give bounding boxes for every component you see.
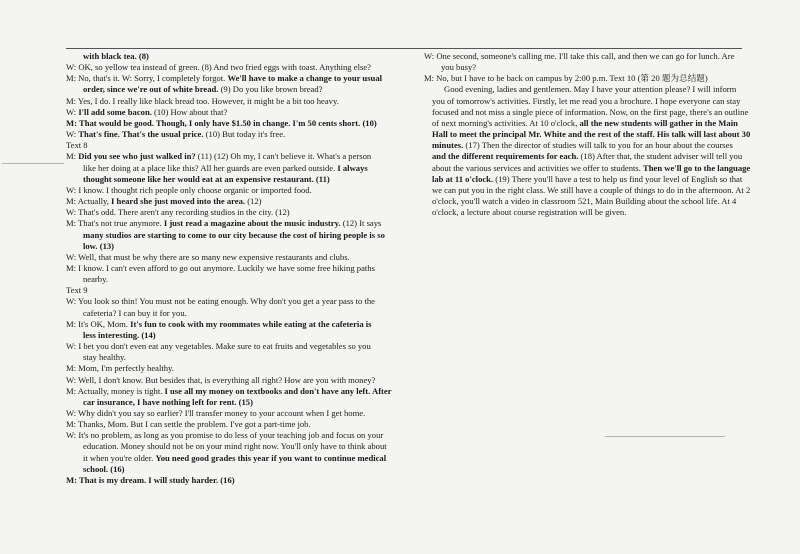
faint-mark: [605, 436, 725, 437]
paragraph-line: Good evening, ladies and gentlemen. May I have your attention please? I will inform: [444, 84, 737, 95]
left_lines-line: education. Money should not be on your mind right now. You'll only have to think about: [83, 441, 387, 452]
left_lines-line: M: No, that's it. W: Sorry, I completely forgot. We'll have to make a change to your usual: [66, 73, 383, 84]
left_lines-line: many studios are starting to come to our city because the cost of hiring people is so: [83, 229, 385, 240]
left_lines-line: M: I know. I can't even afford to go out anymore. Luckily we have some free hiking paths: [66, 262, 375, 273]
left_lines-line: M: Yes, I do. I really like black bread too. However, it might be a bit too heavy.: [66, 95, 339, 106]
left-column: [66, 51, 396, 486]
paragraph-line: focused and not miss a single piece of information. Now, on the first page, there's an outline: [432, 106, 749, 117]
paragraph-line: lab at 11 o'clock. (19) There you'll have a test to help us find your level of English so that: [432, 173, 743, 184]
left_lines-line: order, since we're out of white bread. (9) Do you like brown bread?: [83, 84, 323, 95]
left_lines-line: W: Well, I don't know. But besides that, is everything all right? How are you with money?: [66, 374, 376, 385]
left_lines-line: M: Actually, I heard she just moved into the area. (12): [66, 196, 262, 207]
paragraph-line: about the various services and activities we offer to students. Then we'll go to the language: [432, 162, 751, 173]
right_lines-line: M: No, but I have to be back on campus by 2:00 p.m. Text 10 (第 20 题为总结题): [424, 73, 708, 84]
paragraph-line: you of tomorrow's activities. Firstly, let me read you a brochure. I hope everyone can stay: [432, 95, 741, 106]
left_lines-line: W: That's odd. There aren't any recording studios in the city. (12): [66, 207, 290, 218]
left_lines-line: low. (13): [83, 240, 115, 251]
left_lines-line: W: You look so thin! You must not be eating enough. Why don't you get a year pass to the: [66, 296, 375, 307]
right_lines-line: you busy?: [441, 62, 477, 73]
left_lines-line: M: Actually, money is tight. I use all my money on textbooks and don't have any left. After: [66, 385, 392, 396]
paragraph-line: Hall to meet the principal Mr. White and the rest of the staff. His talk will last about 30: [432, 129, 751, 140]
left_lines-line: W: Well, that must be why there are so many new expensive restaurants and clubs.: [66, 251, 350, 262]
paragraph-line: and the different requirements for each. (18) After that, the student adviser will tell you: [432, 151, 743, 162]
paragraph-line: of next morning's activities. At 10 o'clock, all the new students will gather in the Main: [432, 117, 738, 128]
left_lines-line: like her doing at a place like this? All her guards are even parked outside. I always: [83, 162, 368, 173]
left_lines-line: Text 9: [66, 285, 88, 296]
left_lines-line: W: OK, so yellow tea instead of green. (8) And two fried eggs with toast. Anything else?: [66, 62, 371, 73]
left_lines-line: stay healthy.: [83, 352, 126, 363]
text-10-monologue: [424, 84, 751, 218]
left_lines-line: W: Why didn't you say so earlier? I'll transfer money to your account when I get home.: [66, 408, 366, 418]
right_lines-line: W: One second, someone's calling me. I'll take this call, and then we can go for lunch. Are: [424, 51, 735, 61]
left_lines-line: M: Thanks, Mom. But I can settle the problem. I've got a part-time job.: [66, 419, 311, 430]
paragraph-line: we can put you in the right class. We still have a couple of things to do in the afternoon. At 2: [432, 184, 751, 195]
left_lines-line: W: I'll add some bacon. (10) How about that?: [66, 106, 228, 117]
left_lines-line: M: Did you see who just walked in? (11) (12) Oh my, I can't believe it. What's a person: [66, 151, 372, 162]
left_lines-line: M: That would be good. Though, I only have $1.50 in change. I'm 50 cents short. (10): [66, 117, 377, 128]
left_lines-line: car insurance, I have nothing left for rent. (15): [83, 396, 253, 407]
right-column: [424, 51, 751, 218]
header-rule: [66, 48, 742, 49]
left_lines-line: it when you're older. You need good grades this year if you want to continue medical: [83, 452, 387, 463]
left_lines-line: M: That is my dream. I will study harder. (16): [66, 474, 235, 485]
text-9-ending: [424, 51, 744, 84]
left_lines-line: Text 8: [66, 140, 88, 151]
left_lines-line: W: It's no problem, as long as you promise to do less of your teaching job and focus on your: [66, 430, 384, 441]
paragraph-line: o'clock, a lecture about course registration will be given.: [432, 207, 627, 218]
margin-mark: [2, 163, 64, 164]
left_lines-line: cafeteria? I can buy it for you.: [83, 307, 187, 318]
left_lines-line: school. (16): [83, 463, 125, 474]
left_lines-line: thought someone like her would eat at an expensive restaurant. (11): [83, 173, 330, 184]
left_lines-line: W: That's fine. That's the usual price. (10) But today it's free.: [66, 129, 286, 140]
left_lines-line: W: I know. I thought rich people only choose organic or imported food.: [66, 184, 312, 195]
paragraph-line: o'clock, you'll watch a video in classroom 521, Main Building about the school life. At 4: [432, 196, 737, 207]
left_lines-line: M: Mom, I'm perfectly healthy.: [66, 363, 174, 374]
left_lines-line: W: I bet you don't even eat any vegetables. Make sure to eat fruits and vegetables so you: [66, 341, 371, 352]
left_lines-line: less interesting. (14): [83, 329, 156, 340]
paragraph-line: minutes. (17) Then the director of studies will talk to you for an hour about the courses: [432, 140, 733, 151]
left_lines-line: nearby.: [83, 274, 108, 285]
left_lines-line: M: That's not true anymore. I just read a magazine about the music industry. (12) It says: [66, 218, 382, 229]
left_lines-line: M: It's OK, Mom. It's fun to cook with my roommates while eating at the cafeteria is: [66, 318, 372, 329]
left_lines-line: with black tea. (8): [83, 51, 149, 61]
